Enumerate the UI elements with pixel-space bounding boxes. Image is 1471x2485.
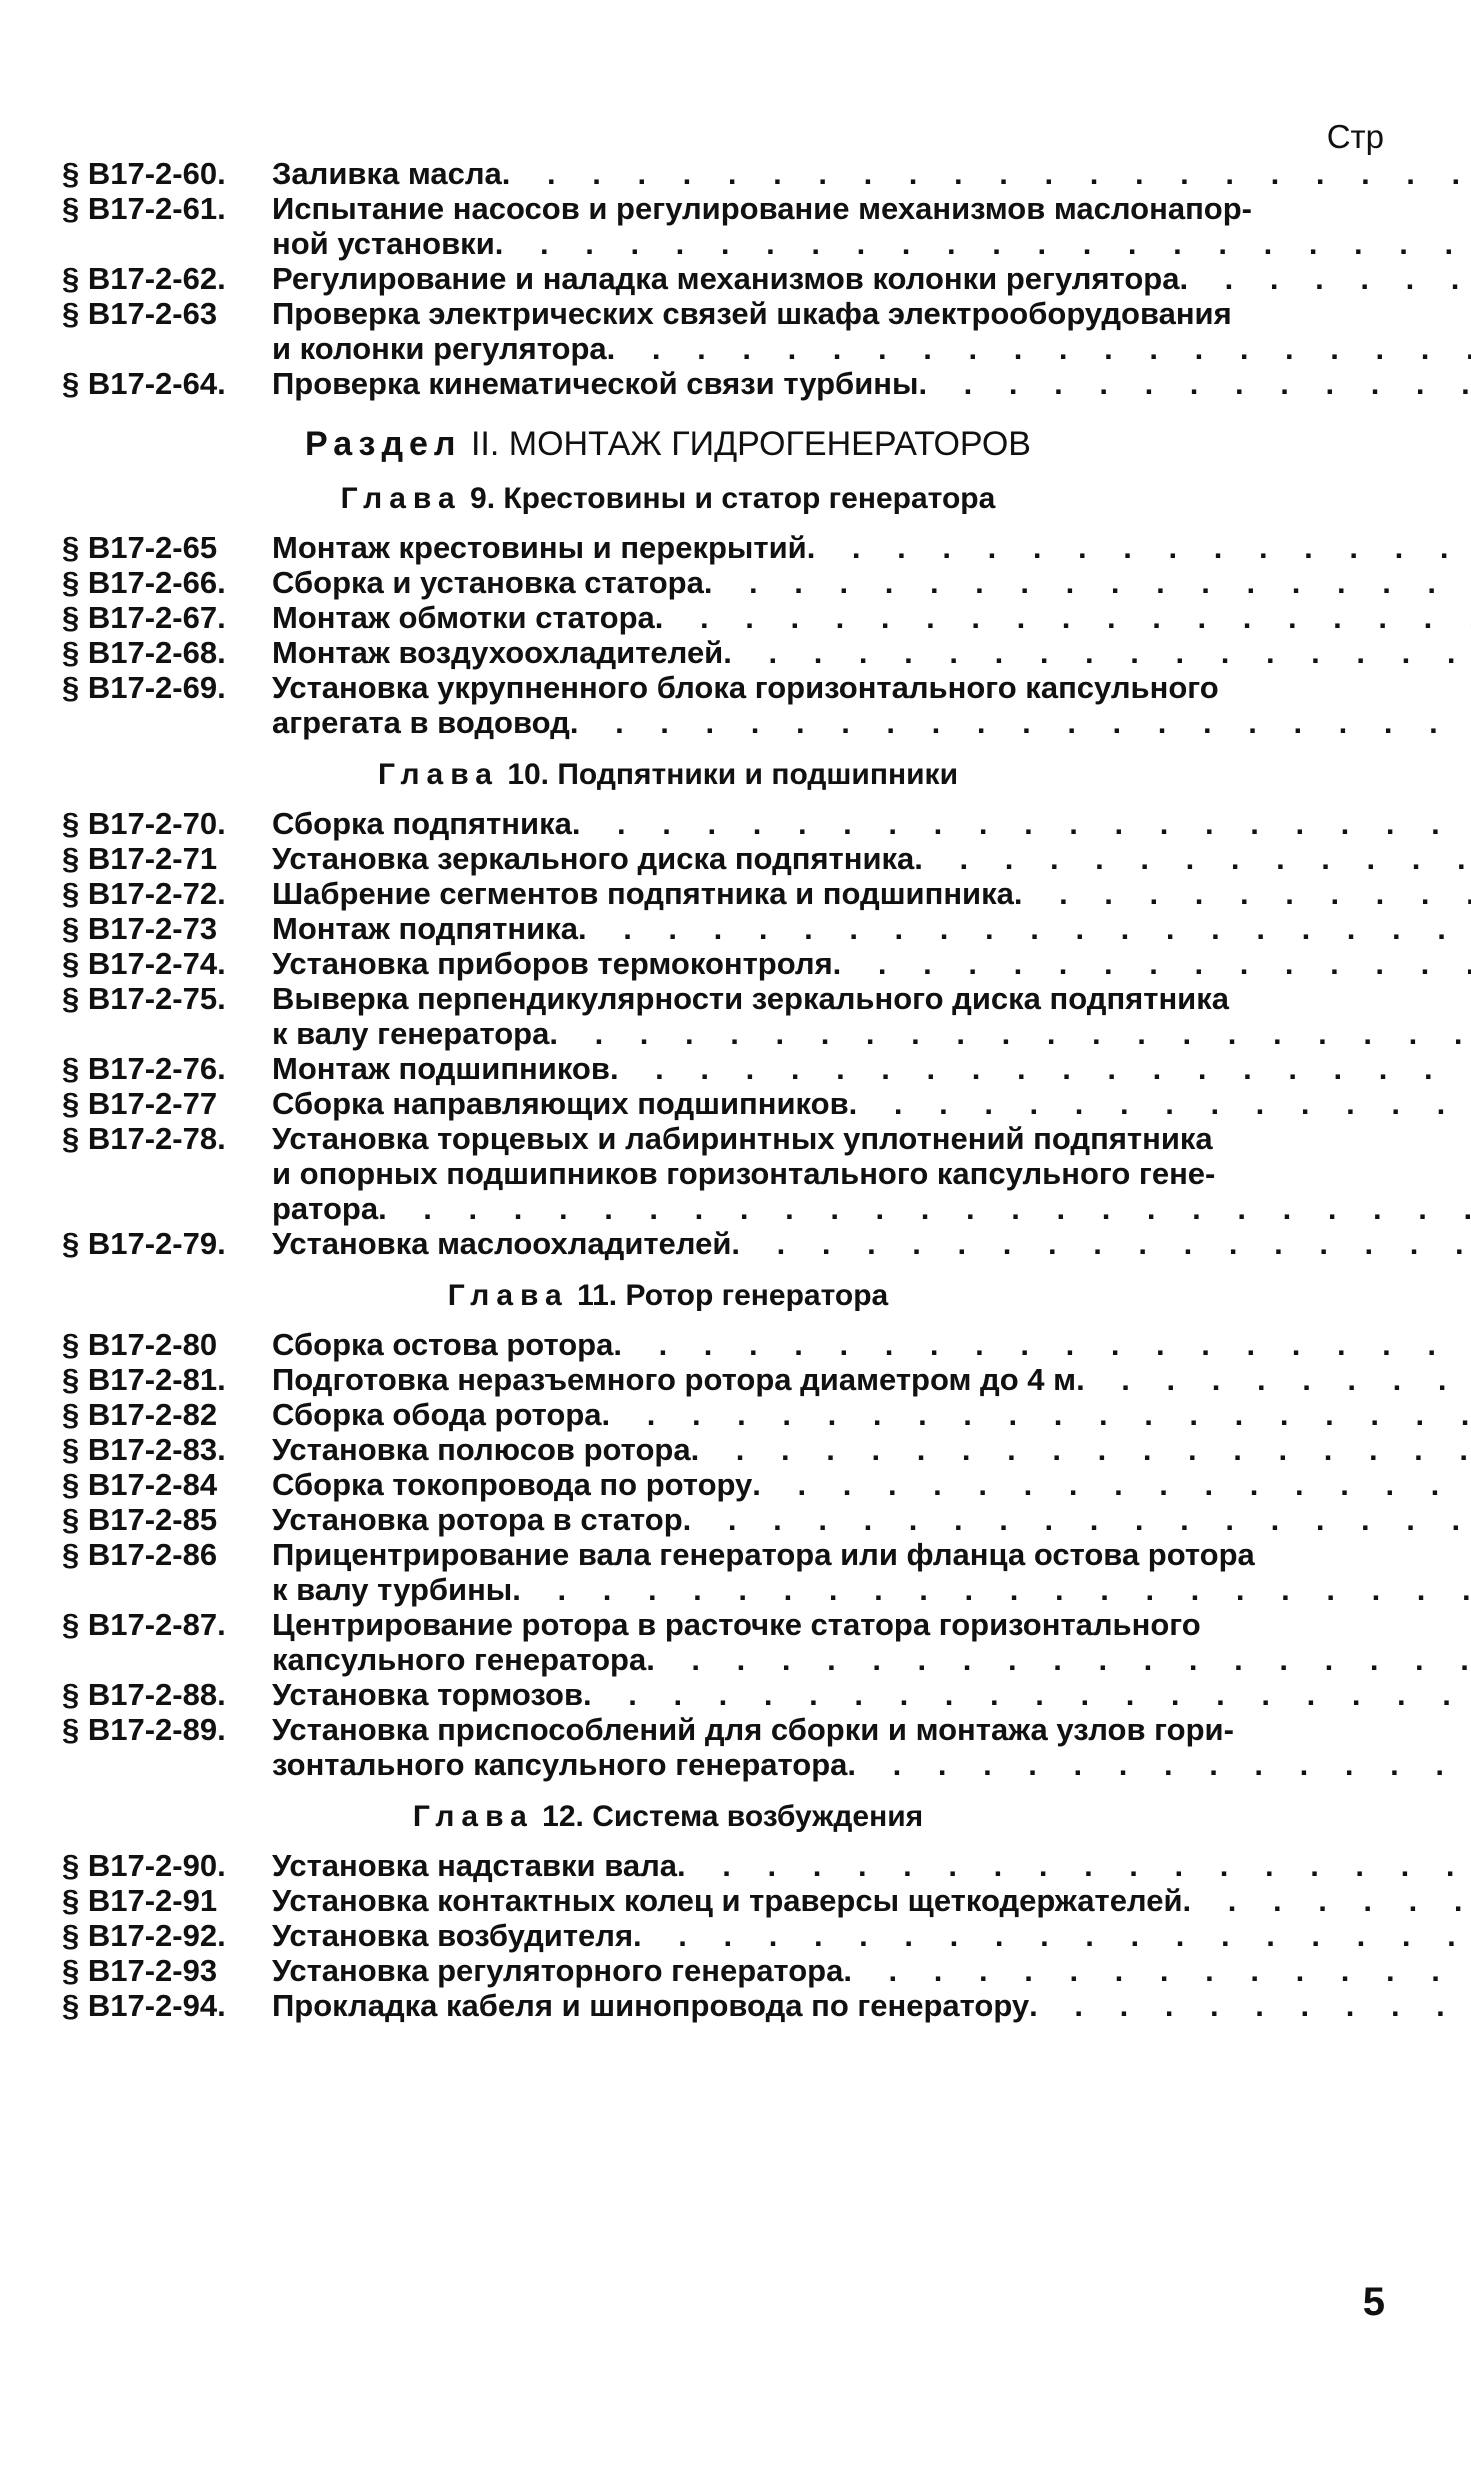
entry-title-line: Монтаж подшипников: [272, 1051, 610, 1086]
dot-leader: [613, 1327, 1471, 1362]
chapter-label: Глава: [447, 1279, 569, 1312]
chapter-label: Глава: [377, 758, 499, 791]
entry-title-line: Сборка подпятника: [272, 806, 572, 841]
toc-entry: [62, 1327, 1384, 1362]
toc-entry: [62, 1467, 1384, 1502]
chapter-title: 12. Система возбуждения: [542, 1800, 924, 1833]
entry-title-line: Установка возбудителя: [272, 1918, 634, 1953]
dot-leader: [1076, 1362, 1471, 1397]
toc-entry: [62, 1883, 1384, 1918]
section-number: § В17-2-87.: [62, 1607, 226, 1642]
dot-leader: [1183, 1883, 1471, 1918]
toc-entry: [62, 1121, 1384, 1226]
dot-leader: [578, 911, 1471, 946]
toc-entry: [62, 296, 1384, 366]
dot-leader: [847, 1747, 1471, 1782]
entry-title-line: Сборка направляющих подшипников: [272, 1086, 849, 1121]
section-number: § В17-2-62.: [62, 261, 226, 296]
part-heading: [62, 425, 1384, 464]
dot-leader: [918, 366, 1471, 401]
section-number: § В17-2-85: [62, 1502, 218, 1537]
section-number: § В17-2-74.: [62, 946, 226, 981]
section-number: § В17-2-86: [62, 1537, 218, 1572]
section-number: § В17-2-93: [62, 1953, 218, 1988]
toc-entry: [62, 530, 1384, 565]
dot-leader: [655, 600, 1471, 635]
toc-entry: [62, 1086, 1384, 1121]
entry-title-line: Подготовка неразъемного ротора диаметром до 4 м: [272, 1362, 1077, 1397]
section-number: § В17-2-65: [62, 530, 218, 565]
toc-entry: [62, 1607, 1384, 1677]
dot-leader: [502, 156, 1471, 191]
dot-leader: [1029, 1988, 1471, 2023]
dot-leader: [1014, 876, 1471, 911]
chapter-title: 10. Подпятники и подшипники: [507, 758, 959, 791]
dot-leader: [691, 1432, 1471, 1467]
part-title: II. МОНТАЖ ГИДРОГЕНЕРАТОРОВ: [470, 425, 1031, 463]
toc-entry: [62, 1362, 1384, 1397]
section-number: § В17-2-60.: [62, 156, 226, 191]
toc-entry: [62, 1953, 1384, 1988]
section-number: § В17-2-89.: [62, 1712, 226, 1747]
section-number: § В17-2-66.: [62, 565, 226, 600]
toc-entry: [62, 841, 1384, 876]
section-number: § В17-2-84: [62, 1467, 218, 1502]
entry-title-line: и колонки регулятора: [272, 331, 607, 366]
page-number: 5: [1362, 2280, 1385, 2324]
entry-title-line: Установка маслоохладителей: [272, 1226, 732, 1261]
dot-leader: [378, 1191, 1471, 1226]
section-number: § В17-2-78.: [62, 1121, 226, 1156]
entry-title-line: Сборка и установка статора: [272, 565, 704, 600]
entry-title-line: зонтального капсульного генератора: [272, 1747, 848, 1782]
toc-entry: [62, 366, 1384, 401]
entry-title-line: Сборка обода ротора: [272, 1397, 602, 1432]
entry-title-line: Установка регуляторного генератора: [272, 1953, 844, 1988]
entry-title-line: Проверка кинематической связи турбины: [272, 366, 919, 401]
toc-entry: [62, 191, 1384, 261]
dot-leader: [1179, 261, 1471, 296]
entry-title-line: Проверка электрических связей шкафа электрооборудования: [272, 296, 1232, 331]
entry-title-line: Монтаж подпятника: [272, 911, 578, 946]
section-number: § В17-2-71: [62, 841, 218, 876]
chapter-label: Глава: [340, 482, 462, 515]
toc-entry: [62, 981, 1384, 1051]
entry-title-line: Установка зеркального диска подпятника: [272, 841, 915, 876]
toc-entry: [62, 1918, 1384, 1953]
section-number: § В17-2-72.: [62, 876, 226, 911]
toc-entry: [62, 1677, 1384, 1712]
dot-leader: [704, 565, 1471, 600]
entry-title-line: Прокладка кабеля и шинопровода по генератору: [272, 1988, 1030, 2023]
dot-leader: [549, 1016, 1471, 1051]
dot-leader: [570, 705, 1471, 740]
section-number: § В17-2-81.: [62, 1362, 226, 1397]
entry-title-line: Центрирование ротора в расточке статора горизонтального: [272, 1607, 1201, 1642]
dot-leader: [677, 1848, 1471, 1883]
section-number: § В17-2-94.: [62, 1988, 226, 2023]
toc-entry: [62, 946, 1384, 981]
section-number: § В17-2-83.: [62, 1432, 226, 1467]
toc-entry: [62, 1502, 1384, 1537]
entry-title-line: ной установки: [272, 226, 495, 261]
part-label: Раздел: [304, 425, 462, 463]
entry-title-line: агрегата в водовод: [272, 705, 570, 740]
entry-title-line: Регулирование и наладка механизмов колонки регулятора: [272, 261, 1180, 296]
entry-title-line: Монтаж воздухоохладителей: [272, 635, 724, 670]
toc-entry: [62, 1226, 1384, 1261]
dot-leader: [610, 1051, 1471, 1086]
toc-entry: [62, 600, 1384, 635]
page-column-heading: Стр: [1326, 118, 1384, 155]
toc-entry: [62, 670, 1384, 740]
section-number: § В17-2-82: [62, 1397, 218, 1432]
entry-title-line: и опорных подшипников горизонтального капсульного гене-: [272, 1156, 1216, 1191]
dot-leader: [843, 1953, 1471, 1988]
section-number: § В17-2-67.: [62, 600, 226, 635]
dot-leader: [583, 1677, 1471, 1712]
entry-title-line: капсульного генератора: [272, 1642, 647, 1677]
entry-title-line: Установка укрупненного блока горизонтального капсульного: [272, 670, 1219, 705]
dot-leader: [572, 806, 1471, 841]
dot-leader: [752, 1467, 1471, 1502]
dot-leader: [607, 331, 1471, 366]
section-number: § В17-2-73: [62, 911, 218, 946]
section-number: § В17-2-70.: [62, 806, 226, 841]
entry-title-line: к валу генератора: [272, 1016, 550, 1051]
section-number: § В17-2-75.: [62, 981, 226, 1016]
toc-entry: [62, 156, 1384, 191]
section-number: § В17-2-61.: [62, 191, 226, 226]
toc-entry: [62, 635, 1384, 670]
toc-entry: [62, 1051, 1384, 1086]
toc-entry: [62, 1432, 1384, 1467]
entry-title-line: Сборка остова ротора: [272, 1327, 614, 1362]
toc-entry: [62, 1848, 1384, 1883]
dot-leader: [731, 1226, 1471, 1261]
entry-title-line: Установка приборов термоконтроля: [272, 946, 833, 981]
entry-title-line: Сборка токопровода по ротору: [272, 1467, 753, 1502]
section-number: § В17-2-77: [62, 1086, 218, 1121]
dot-leader: [723, 635, 1471, 670]
section-number: § В17-2-91: [62, 1883, 218, 1918]
entry-title-line: Монтаж крестовины и перекрытий: [272, 530, 807, 565]
entry-title-line: Установка надставки вала: [272, 1848, 678, 1883]
entry-title-line: Установка торцевых и лабиринтных уплотнений подпятника: [272, 1121, 1213, 1156]
dot-leader: [914, 841, 1471, 876]
dot-leader: [683, 1502, 1471, 1537]
toc-entry: [62, 261, 1384, 296]
entry-title-line: Установка полюсов ротора: [272, 1432, 691, 1467]
entry-title-line: Шабрение сегментов подпятника и подшипника: [272, 876, 1014, 911]
dot-leader: [807, 530, 1471, 565]
dot-leader: [849, 1086, 1471, 1121]
dot-leader: [512, 1572, 1471, 1607]
section-number: § В17-2-63: [62, 296, 218, 331]
chapter-title: 11. Ротор генератора: [577, 1279, 889, 1312]
entry-title-line: к валу турбины: [272, 1572, 513, 1607]
section-number: § В17-2-88.: [62, 1677, 226, 1712]
entry-title-line: Выверка перпендикулярности зеркального диска подпятника: [272, 981, 1229, 1016]
section-number: § В17-2-76.: [62, 1051, 226, 1086]
entry-title-line: Установка тормозов: [272, 1677, 583, 1712]
dot-leader: [602, 1397, 1471, 1432]
toc-entry: [62, 1537, 1384, 1607]
toc-entry: [62, 565, 1384, 600]
entry-title-line: Установка ротора в статор: [272, 1502, 683, 1537]
entry-title-line: Установка контактных колец и траверсы щеткодержателей: [272, 1883, 1183, 1918]
toc-entry: [62, 1712, 1384, 1782]
section-number: § В17-2-79.: [62, 1226, 226, 1261]
toc-entry: [62, 1988, 1384, 2023]
chapter-title: 9. Крестовины и статор генератора: [470, 482, 996, 515]
chapter-heading: [62, 758, 1384, 792]
section-number: § В17-2-92.: [62, 1918, 226, 1953]
section-number: § В17-2-68.: [62, 635, 226, 670]
entry-title-line: Монтаж обмотки статора: [272, 600, 655, 635]
section-number: § В17-2-90.: [62, 1848, 226, 1883]
section-number: § В17-2-64.: [62, 366, 226, 401]
toc-entry: [62, 1397, 1384, 1432]
entry-title-line: ратора: [272, 1191, 379, 1226]
chapter-heading: [62, 1800, 1384, 1834]
toc-entry: [62, 876, 1384, 911]
entry-title-line: Испытание насосов и регулирование механизмов маслонапор-: [272, 191, 1252, 226]
chapter-heading: [62, 482, 1384, 516]
dot-leader: [833, 946, 1471, 981]
entry-title-line: Установка приспособлений для сборки и монтажа узлов гори-: [272, 1712, 1234, 1747]
toc-entry: [62, 911, 1384, 946]
entry-title-line: Прицентрирование вала генератора или фланца остова ротора: [272, 1537, 1255, 1572]
entry-title-line: Заливка масла: [272, 156, 502, 191]
dot-leader: [646, 1642, 1471, 1677]
chapter-label: Глава: [412, 1800, 534, 1833]
chapter-heading: [62, 1279, 1384, 1313]
dot-leader: [495, 226, 1471, 261]
table-of-contents: [62, 156, 1384, 2023]
section-number: § В17-2-80: [62, 1327, 218, 1362]
section-number: § В17-2-69.: [62, 670, 226, 705]
dot-leader: [633, 1918, 1471, 1953]
toc-entry: [62, 806, 1384, 841]
